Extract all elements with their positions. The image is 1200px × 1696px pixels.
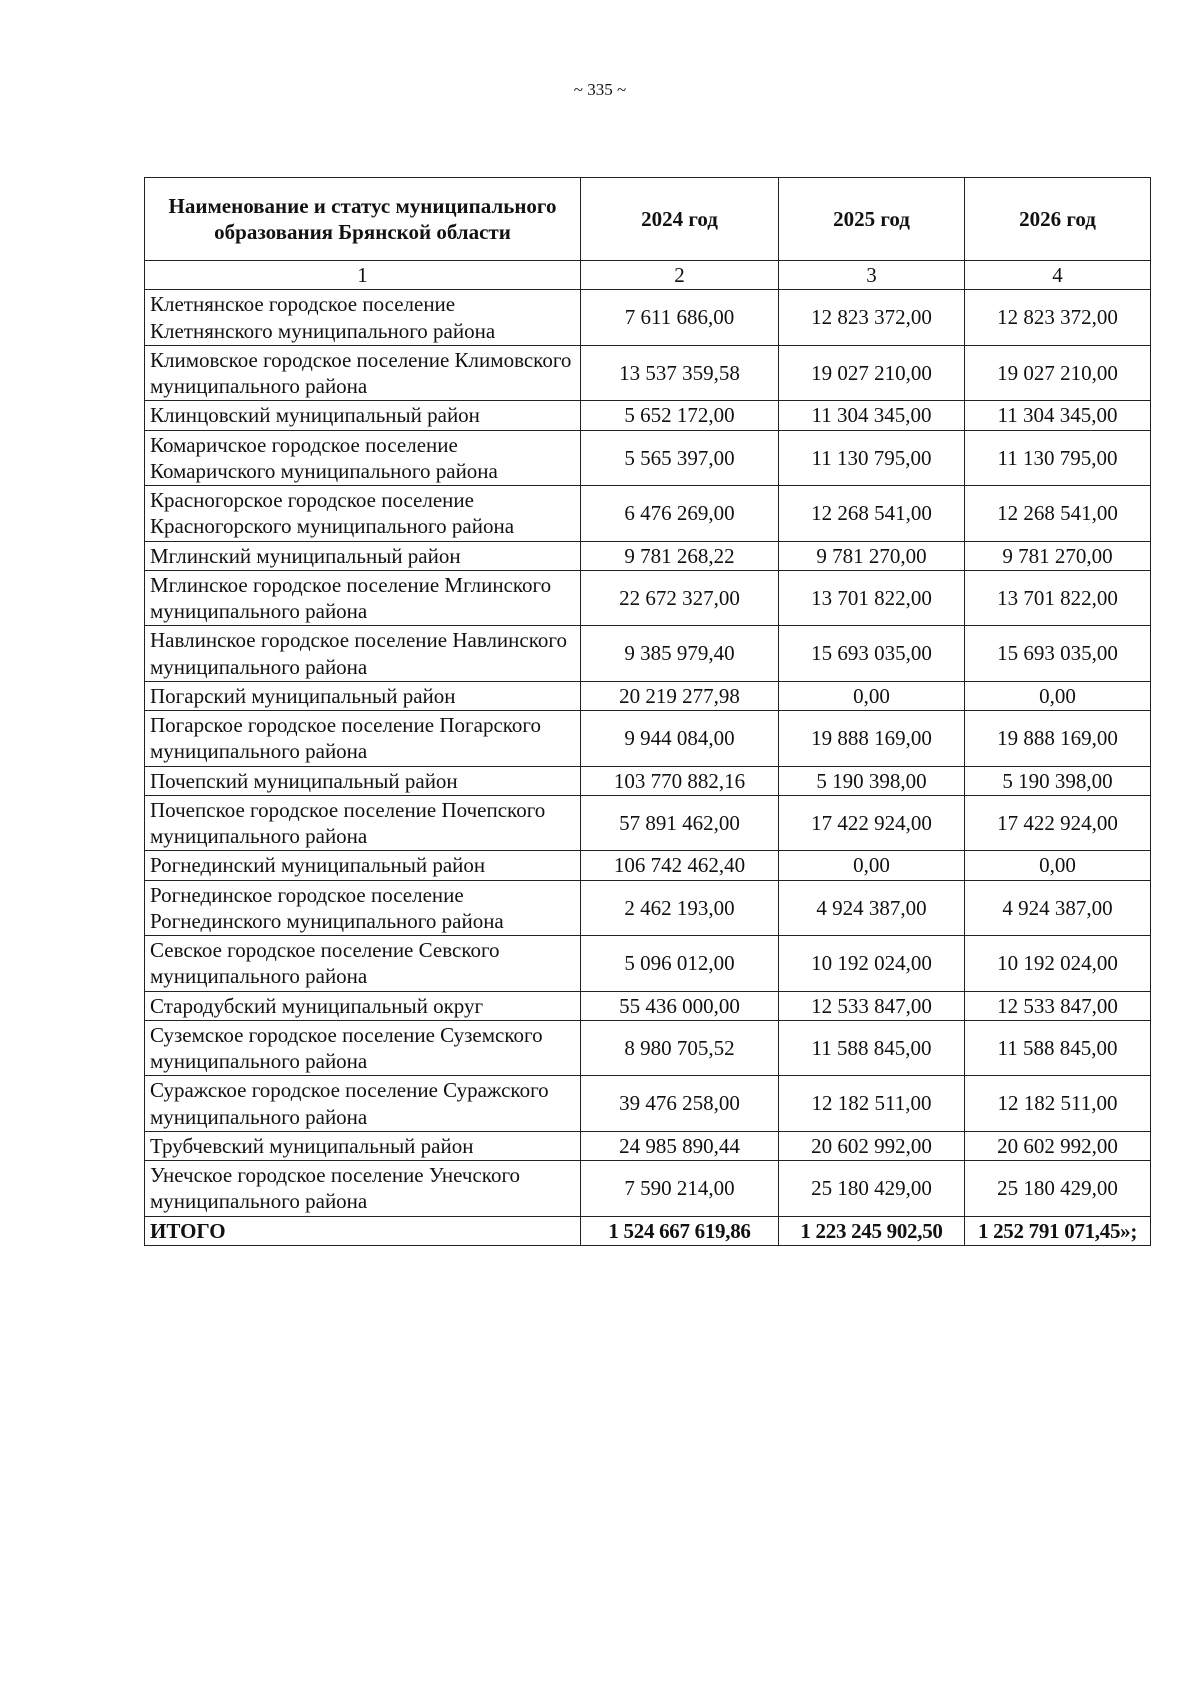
row-value-2026: 12 268 541,00 [965,486,1151,542]
table-row [145,541,1151,570]
row-value-2025: 15 693 035,00 [779,626,965,682]
row-value-2025: 20 602 992,00 [779,1131,965,1160]
row-name: Унечское городское поселение Унечского муниципального района [145,1161,581,1217]
row-value-2024: 22 672 327,00 [581,570,779,626]
row-value-2025: 0,00 [779,851,965,880]
row-value-2024: 2 462 193,00 [581,880,779,936]
row-value-2024: 24 985 890,44 [581,1131,779,1160]
row-name: Клетнянское городское поселение Клетнянского муниципального района [145,290,581,346]
row-value-2024: 7 611 686,00 [581,290,779,346]
table-row [145,345,1151,401]
row-value-2025: 11 588 845,00 [779,1020,965,1076]
table-row [145,401,1151,430]
row-name: Суражское городское поселение Суражского муниципального района [145,1076,581,1132]
row-value-2024: 5 096 012,00 [581,936,779,992]
budget-table [144,177,1151,1246]
column-number: 1 [145,261,581,290]
row-value-2024: 103 770 882,16 [581,766,779,795]
row-value-2026: 25 180 429,00 [965,1161,1151,1217]
row-name: Мглинское городское поселение Мглинского муниципального района [145,570,581,626]
table-row [145,711,1151,767]
table-row [145,430,1151,486]
table-header-row [145,178,1151,261]
row-value-2024: 8 980 705,52 [581,1020,779,1076]
table-row [145,1161,1151,1217]
row-value-2025: 25 180 429,00 [779,1161,965,1217]
row-value-2024: 13 537 359,58 [581,345,779,401]
row-value-2026: 12 182 511,00 [965,1076,1151,1132]
row-value-2024: 39 476 258,00 [581,1076,779,1132]
table-row [145,1076,1151,1132]
row-name: Суземское городское поселение Суземского муниципального района [145,1020,581,1076]
row-value-2026: 13 701 822,00 [965,570,1151,626]
row-value-2025: 11 130 795,00 [779,430,965,486]
row-name: Мглинский муниципальный район [145,541,581,570]
column-number: 2 [581,261,779,290]
row-value-2025: 4 924 387,00 [779,880,965,936]
row-name: Климовское городское поселение Климовского муниципального района [145,345,581,401]
table-row [145,991,1151,1020]
table-row [145,1131,1151,1160]
row-value-2026: 12 823 372,00 [965,290,1151,346]
row-name: Красногорское городское поселение Красногорского муниципального района [145,486,581,542]
row-value-2025: 10 192 024,00 [779,936,965,992]
row-name: Севское городское поселение Севского муниципального района [145,936,581,992]
row-name: Клинцовский муниципальный район [145,401,581,430]
table-row [145,570,1151,626]
table-row [145,851,1151,880]
table-row [145,486,1151,542]
row-name: Рогнединское городское поселение Рогнединского муниципального района [145,880,581,936]
row-value-2026: 12 533 847,00 [965,991,1151,1020]
table-row [145,880,1151,936]
row-value-2026: 5 190 398,00 [965,766,1151,795]
row-name: Погарский муниципальный район [145,681,581,710]
row-value-2026: 9 781 270,00 [965,541,1151,570]
column-number-row [145,261,1151,290]
row-name: Стародубский муниципальный округ [145,991,581,1020]
row-value-2025: 9 781 270,00 [779,541,965,570]
row-value-2025: 12 823 372,00 [779,290,965,346]
header-2025: 2025 год [779,178,965,261]
header-2026: 2026 год [965,178,1151,261]
row-value-2026: 20 602 992,00 [965,1131,1151,1160]
total-2024: 1 524 667 619,86 [581,1216,779,1245]
row-value-2026: 19 027 210,00 [965,345,1151,401]
row-value-2025: 17 422 924,00 [779,795,965,851]
table-row [145,795,1151,851]
row-value-2025: 12 268 541,00 [779,486,965,542]
row-value-2026: 17 422 924,00 [965,795,1151,851]
row-value-2025: 11 304 345,00 [779,401,965,430]
row-value-2024: 6 476 269,00 [581,486,779,542]
column-number: 3 [779,261,965,290]
table-row [145,1020,1151,1076]
table-body [145,290,1151,1216]
row-value-2025: 0,00 [779,681,965,710]
row-name: Трубчевский муниципальный район [145,1131,581,1160]
row-value-2025: 12 533 847,00 [779,991,965,1020]
row-value-2026: 11 304 345,00 [965,401,1151,430]
row-value-2025: 13 701 822,00 [779,570,965,626]
column-number: 4 [965,261,1151,290]
table-row [145,290,1151,346]
row-value-2024: 5 652 172,00 [581,401,779,430]
row-value-2024: 7 590 214,00 [581,1161,779,1217]
table-row [145,766,1151,795]
row-value-2024: 5 565 397,00 [581,430,779,486]
row-name: Навлинское городское поселение Навлинского муниципального района [145,626,581,682]
header-2024: 2024 год [581,178,779,261]
row-value-2026: 4 924 387,00 [965,880,1151,936]
row-value-2024: 106 742 462,40 [581,851,779,880]
row-name: Погарское городское поселение Погарского муниципального района [145,711,581,767]
total-2026: 1 252 791 071,45»; [965,1216,1151,1245]
row-value-2024: 57 891 462,00 [581,795,779,851]
page-number: ~ 335 ~ [573,80,627,99]
total-2025: 1 223 245 902,50 [779,1216,965,1245]
table-row [145,626,1151,682]
row-value-2026: 11 588 845,00 [965,1020,1151,1076]
total-label: ИТОГО [145,1216,581,1245]
row-name: Почепское городское поселение Почепского муниципального района [145,795,581,851]
header-name: Наименование и статус муниципального образования Брянской области [145,178,581,261]
row-value-2024: 55 436 000,00 [581,991,779,1020]
row-value-2024: 20 219 277,98 [581,681,779,710]
row-value-2025: 12 182 511,00 [779,1076,965,1132]
table-row [145,936,1151,992]
row-value-2026: 15 693 035,00 [965,626,1151,682]
total-row [145,1216,1151,1245]
row-value-2026: 0,00 [965,851,1151,880]
row-name: Рогнединский муниципальный район [145,851,581,880]
row-value-2026: 19 888 169,00 [965,711,1151,767]
row-name: Почепский муниципальный район [145,766,581,795]
table-row [145,681,1151,710]
row-value-2024: 9 385 979,40 [581,626,779,682]
row-value-2025: 19 027 210,00 [779,345,965,401]
row-name: Комаричское городское поселение Комаричского муниципального района [145,430,581,486]
row-value-2024: 9 944 084,00 [581,711,779,767]
row-value-2026: 11 130 795,00 [965,430,1151,486]
row-value-2024: 9 781 268,22 [581,541,779,570]
row-value-2025: 19 888 169,00 [779,711,965,767]
row-value-2025: 5 190 398,00 [779,766,965,795]
row-value-2026: 0,00 [965,681,1151,710]
row-value-2026: 10 192 024,00 [965,936,1151,992]
